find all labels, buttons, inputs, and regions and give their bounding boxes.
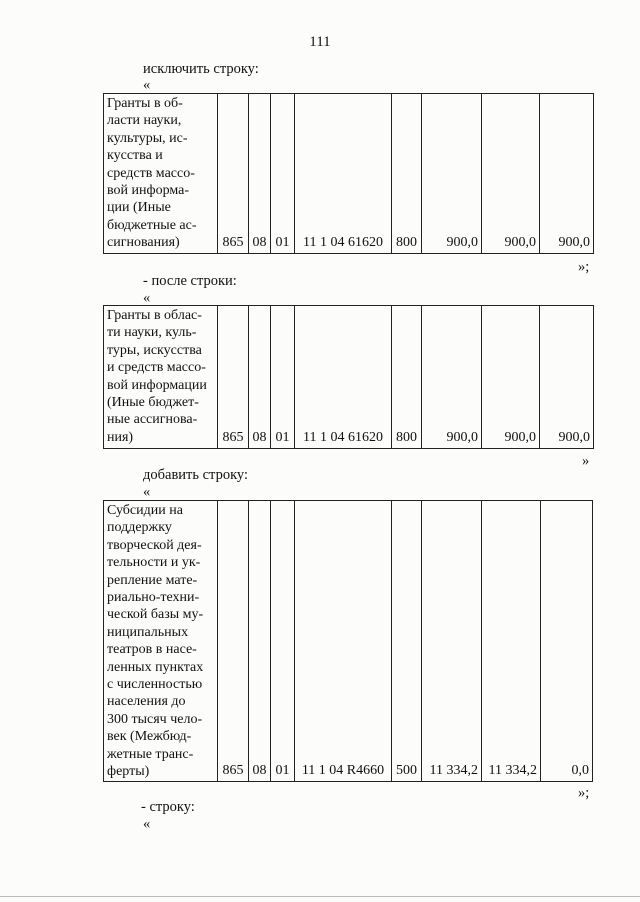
code-section: 08 [249, 501, 271, 782]
amount-year-2: 900,0 [482, 306, 540, 449]
close-quote: »; [578, 259, 590, 275]
table-row [104, 306, 594, 449]
open-quote: « [143, 77, 151, 93]
code-target-article: 11 1 04 61620 [295, 94, 392, 254]
amount-year-3: 0,0 [541, 501, 593, 782]
row-name: Гранты в облас- ти науки, куль- туры, искусства и средств массо- вой информации (Иные бюджет- ные ассигнова- ния) [104, 306, 218, 449]
code-expense-type: 800 [392, 94, 422, 254]
code-expense-type: 500 [392, 501, 422, 782]
code-grbs: 865 [218, 501, 249, 782]
instruction-after-row: - после строки: [143, 273, 237, 289]
amount-year-2: 11 334,2 [482, 501, 541, 782]
table-row [104, 94, 594, 254]
amount-year-1: 11 334,2 [422, 501, 482, 782]
code-target-article: 11 1 04 61620 [295, 306, 392, 449]
page-number: 111 [309, 34, 331, 50]
open-quote: « [143, 816, 151, 832]
code-subsection: 01 [271, 501, 295, 782]
row-name: Гранты в об- ласти науки, культуры, ис- кусства и средств массо- вой информа- ции (Иные бюджетные ас- сигнования) [104, 94, 218, 254]
code-subsection: 01 [271, 306, 295, 449]
budget-table-excluded [103, 93, 594, 254]
code-grbs: 865 [218, 306, 249, 449]
amount-year-2: 900,0 [482, 94, 540, 254]
amount-year-1: 900,0 [422, 306, 482, 449]
row-name: Субсидии на поддержку творческой дея- тельности и ук- репление мате- риально-техни- ческой базы му- ниципальных театров в насе- ленных пунктах с численностью населения до 300 тысяч чело- век (Межбюд- жетные транс- ферты) [104, 501, 218, 782]
table-row [104, 501, 593, 782]
code-section: 08 [249, 94, 271, 254]
open-quote: « [143, 290, 151, 306]
page-edge-line [0, 896, 640, 897]
amount-year-1: 900,0 [422, 94, 482, 254]
close-quote: »; [578, 785, 590, 801]
code-subsection: 01 [271, 94, 295, 254]
code-grbs: 865 [218, 94, 249, 254]
open-quote: « [143, 484, 151, 500]
code-expense-type: 800 [392, 306, 422, 449]
instruction-add-row: добавить строку: [143, 467, 248, 483]
code-section: 08 [249, 306, 271, 449]
instruction-exclude-row: исключить строку: [143, 61, 259, 77]
amount-year-3: 900,0 [540, 306, 594, 449]
amount-year-3: 900,0 [540, 94, 594, 254]
instruction-row: - строку: [141, 799, 195, 815]
close-quote: » [582, 453, 590, 469]
budget-table-added [103, 500, 593, 782]
code-target-article: 11 1 04 R4660 [295, 501, 392, 782]
budget-table-after [103, 305, 594, 449]
